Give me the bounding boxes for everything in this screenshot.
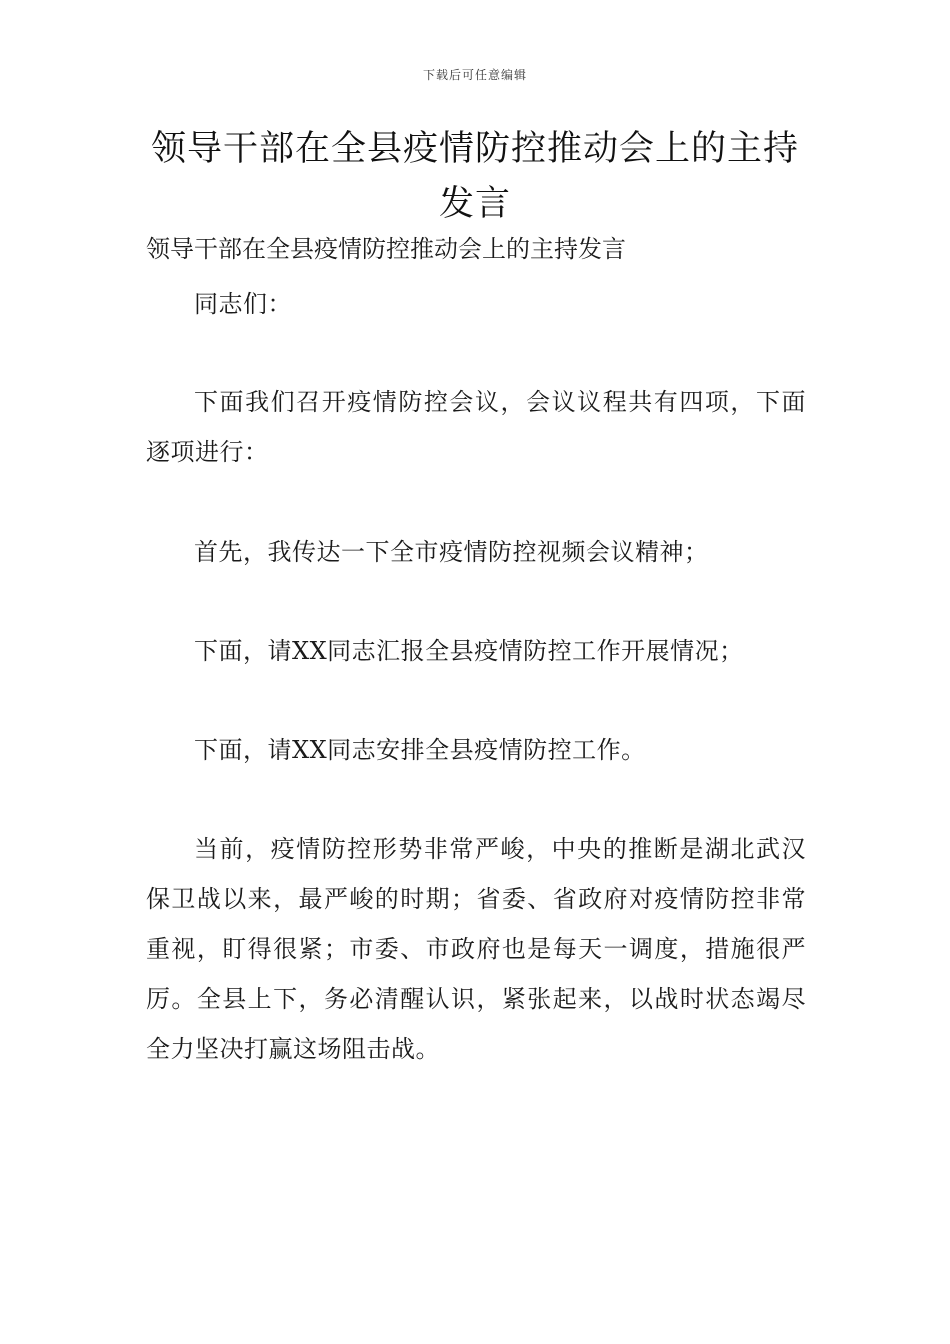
document-title: 领导干部在全县疫情防控推动会上的主持发言 [150,129,799,224]
paragraph-third-item: 下面，请XX同志安排全县疫情防控工作。 [194,736,646,764]
paragraph-situation: 当前，疫情防控形势非常严峻，中央的推断是湖北武汉保卫战以来，最严峻的时期；省委、省政府对疫情防控非常重视，盯得很紧；市委、市政府也是每天一调度，措施很严厉。全县上下，务必清醒认识，紧张起来，以战时状态竭尽全力坚决打赢这场阻击战。 [146,835,806,1063]
paragraph-agenda: 下面我们召开疫情防控会议，会议议程共有四项，下面逐项进行： [146,388,806,466]
paragraph-second-item: 下面，请XX同志汇报全县疫情防控工作开展情况； [194,637,744,665]
paragraph-first-item: 首先，我传达一下全市疫情防控视频会议精神； [194,538,709,566]
header-note: 下载后可任意编辑 [422,68,527,82]
document-subtitle: 领导干部在全县疫情防控推动会上的主持发言 [146,235,626,263]
paragraph-greeting: 同志们： [194,290,292,318]
